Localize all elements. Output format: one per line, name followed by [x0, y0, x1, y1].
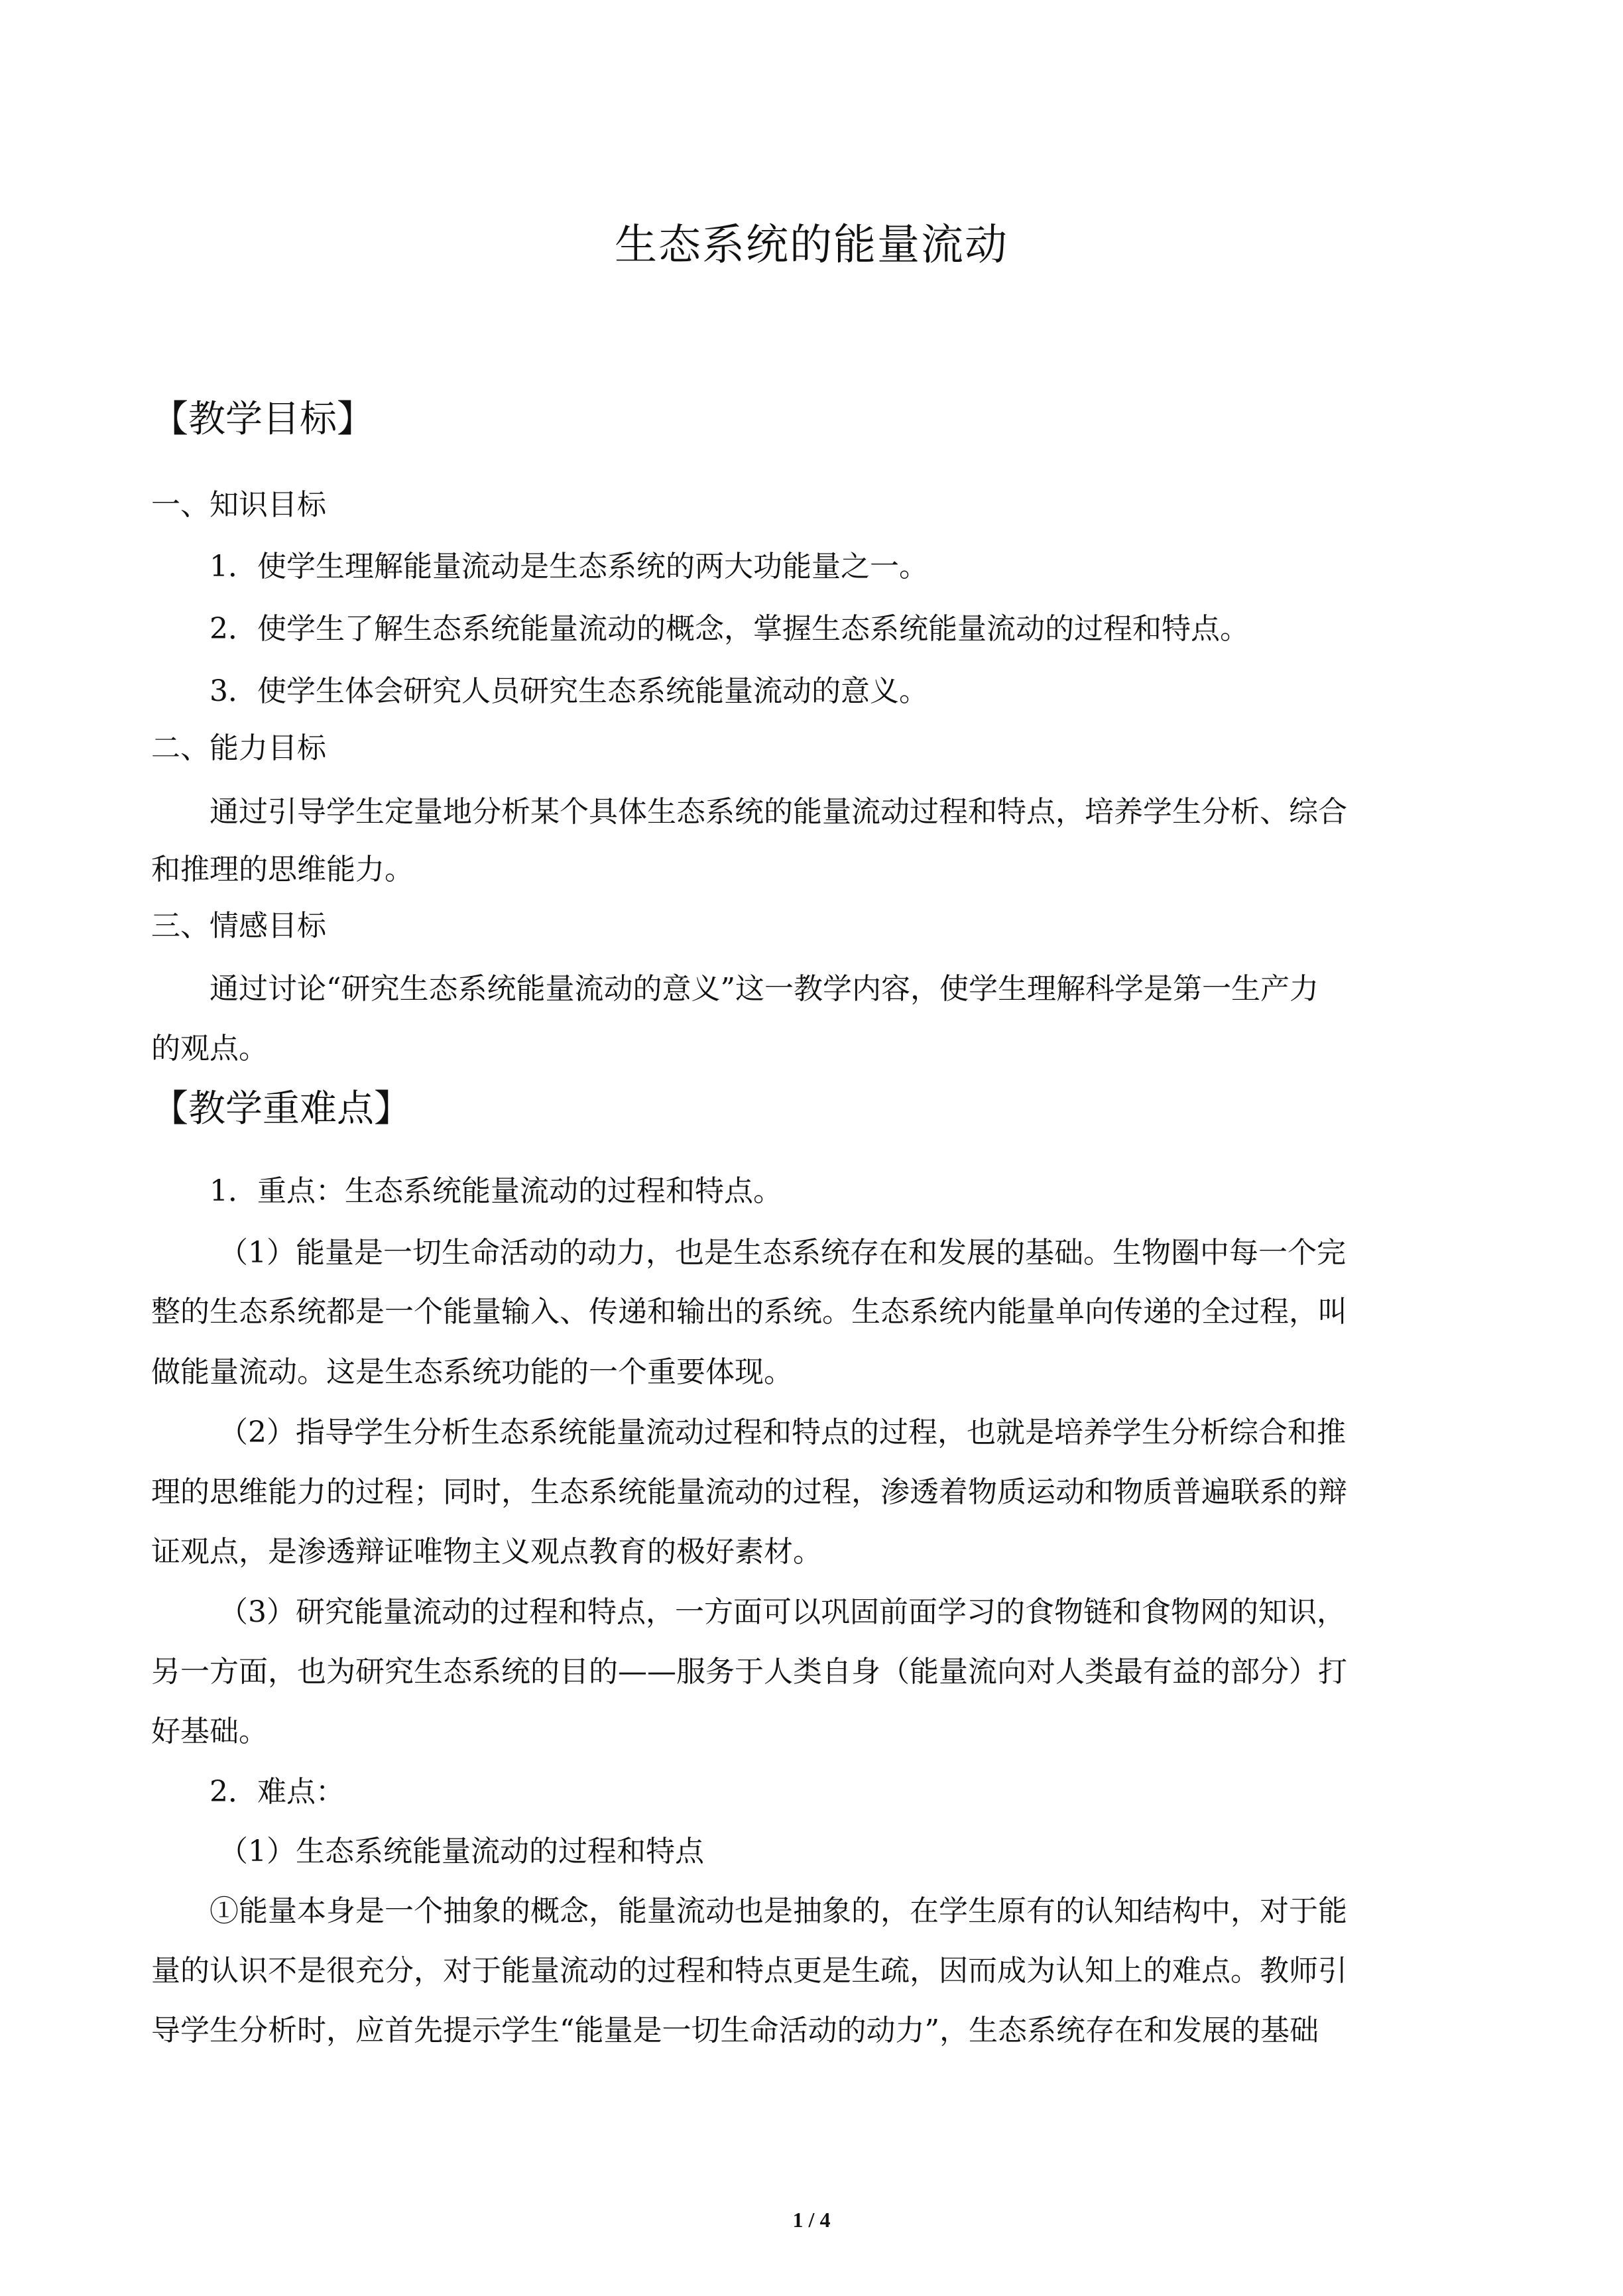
paragraph-line: （1）能量是一切生命活动的动力，也是生态系统存在和发展的基础。生物圈中每一个完	[219, 1236, 1346, 1270]
page-number: 1 / 4	[792, 2208, 831, 2232]
key-point-title: 1．重点：生态系统能量流动的过程和特点。	[210, 1174, 782, 1208]
knowledge-item: 1．使学生理解能量流动是生态系统的两大功能量之一。	[210, 550, 928, 583]
paragraph-line: （3）研究能量流动的过程和特点，一方面可以巩固前面学习的食物链和食物网的知识，	[219, 1595, 1346, 1629]
difficulty-subtitle: （1）生态系统能量流动的过程和特点	[219, 1835, 704, 1868]
emotion-heading: 三、情感目标	[151, 909, 326, 943]
paragraph-line: 量的认识不是很充分，对于能量流动的过程和特点更是生疏，因而成为认知上的难点。教师引	[151, 1954, 1347, 1988]
paragraph-line: 做能量流动。这是生态系统功能的一个重要体现。	[151, 1355, 793, 1389]
ability-line: 通过引导学生定量地分析某个具体生态系统的能量流动过程和特点，培养学生分析、综合	[210, 795, 1347, 829]
objectives-heading: 【教学目标】	[151, 398, 374, 441]
emotion-line: 的观点。	[151, 1032, 268, 1065]
paragraph-line: 理的思维能力的过程；同时，生态系统能量流动的过程，渗透着物质运动和物质普遍联系的辩	[151, 1475, 1347, 1509]
emotion-line: 通过讨论“研究生态系统能量流动的意义”这一教学内容，使学生理解科学是第一生产力	[210, 972, 1319, 1006]
paragraph-line: 另一方面，也为研究生态系统的目的——服务于人类自身（能量流向对人类最有益的部分）打	[151, 1655, 1347, 1689]
paragraph-line: 好基础。	[151, 1715, 268, 1748]
ability-heading: 二、能力目标	[151, 731, 326, 765]
paragraph-line: 证观点，是渗透辩证唯物主义观点教育的极好素材。	[151, 1535, 822, 1569]
paragraph-line: 导学生分析时，应首先提示学生“能量是一切生命活动的动力”，生态系统存在和发展的基础	[151, 2014, 1319, 2047]
paragraph-line: 整的生态系统都是一个能量输入、传递和输出的系统。生态系统内能量单向传递的全过程，叫	[151, 1295, 1347, 1329]
paragraph-line: （2）指导学生分析生态系统能量流动过程和特点的过程，也就是培养学生分析综合和推	[219, 1416, 1346, 1449]
ability-line: 和推理的思维能力。	[151, 853, 414, 886]
knowledge-item: 2．使学生了解生态系统能量流动的概念，掌握生态系统能量流动的过程和特点。	[210, 612, 1249, 646]
knowledge-heading: 一、知识目标	[151, 488, 326, 522]
document-title: 生态系统的能量流动	[615, 221, 1008, 270]
key-points-heading: 【教学重难点】	[151, 1087, 411, 1130]
knowledge-item: 3．使学生体会研究人员研究生态系统能量流动的意义。	[210, 674, 928, 708]
difficulty-title: 2．难点：	[210, 1775, 345, 1809]
paragraph-line: ①能量本身是一个抽象的概念，能量流动也是抽象的，在学生原有的认知结构中，对于能	[210, 1894, 1347, 1928]
